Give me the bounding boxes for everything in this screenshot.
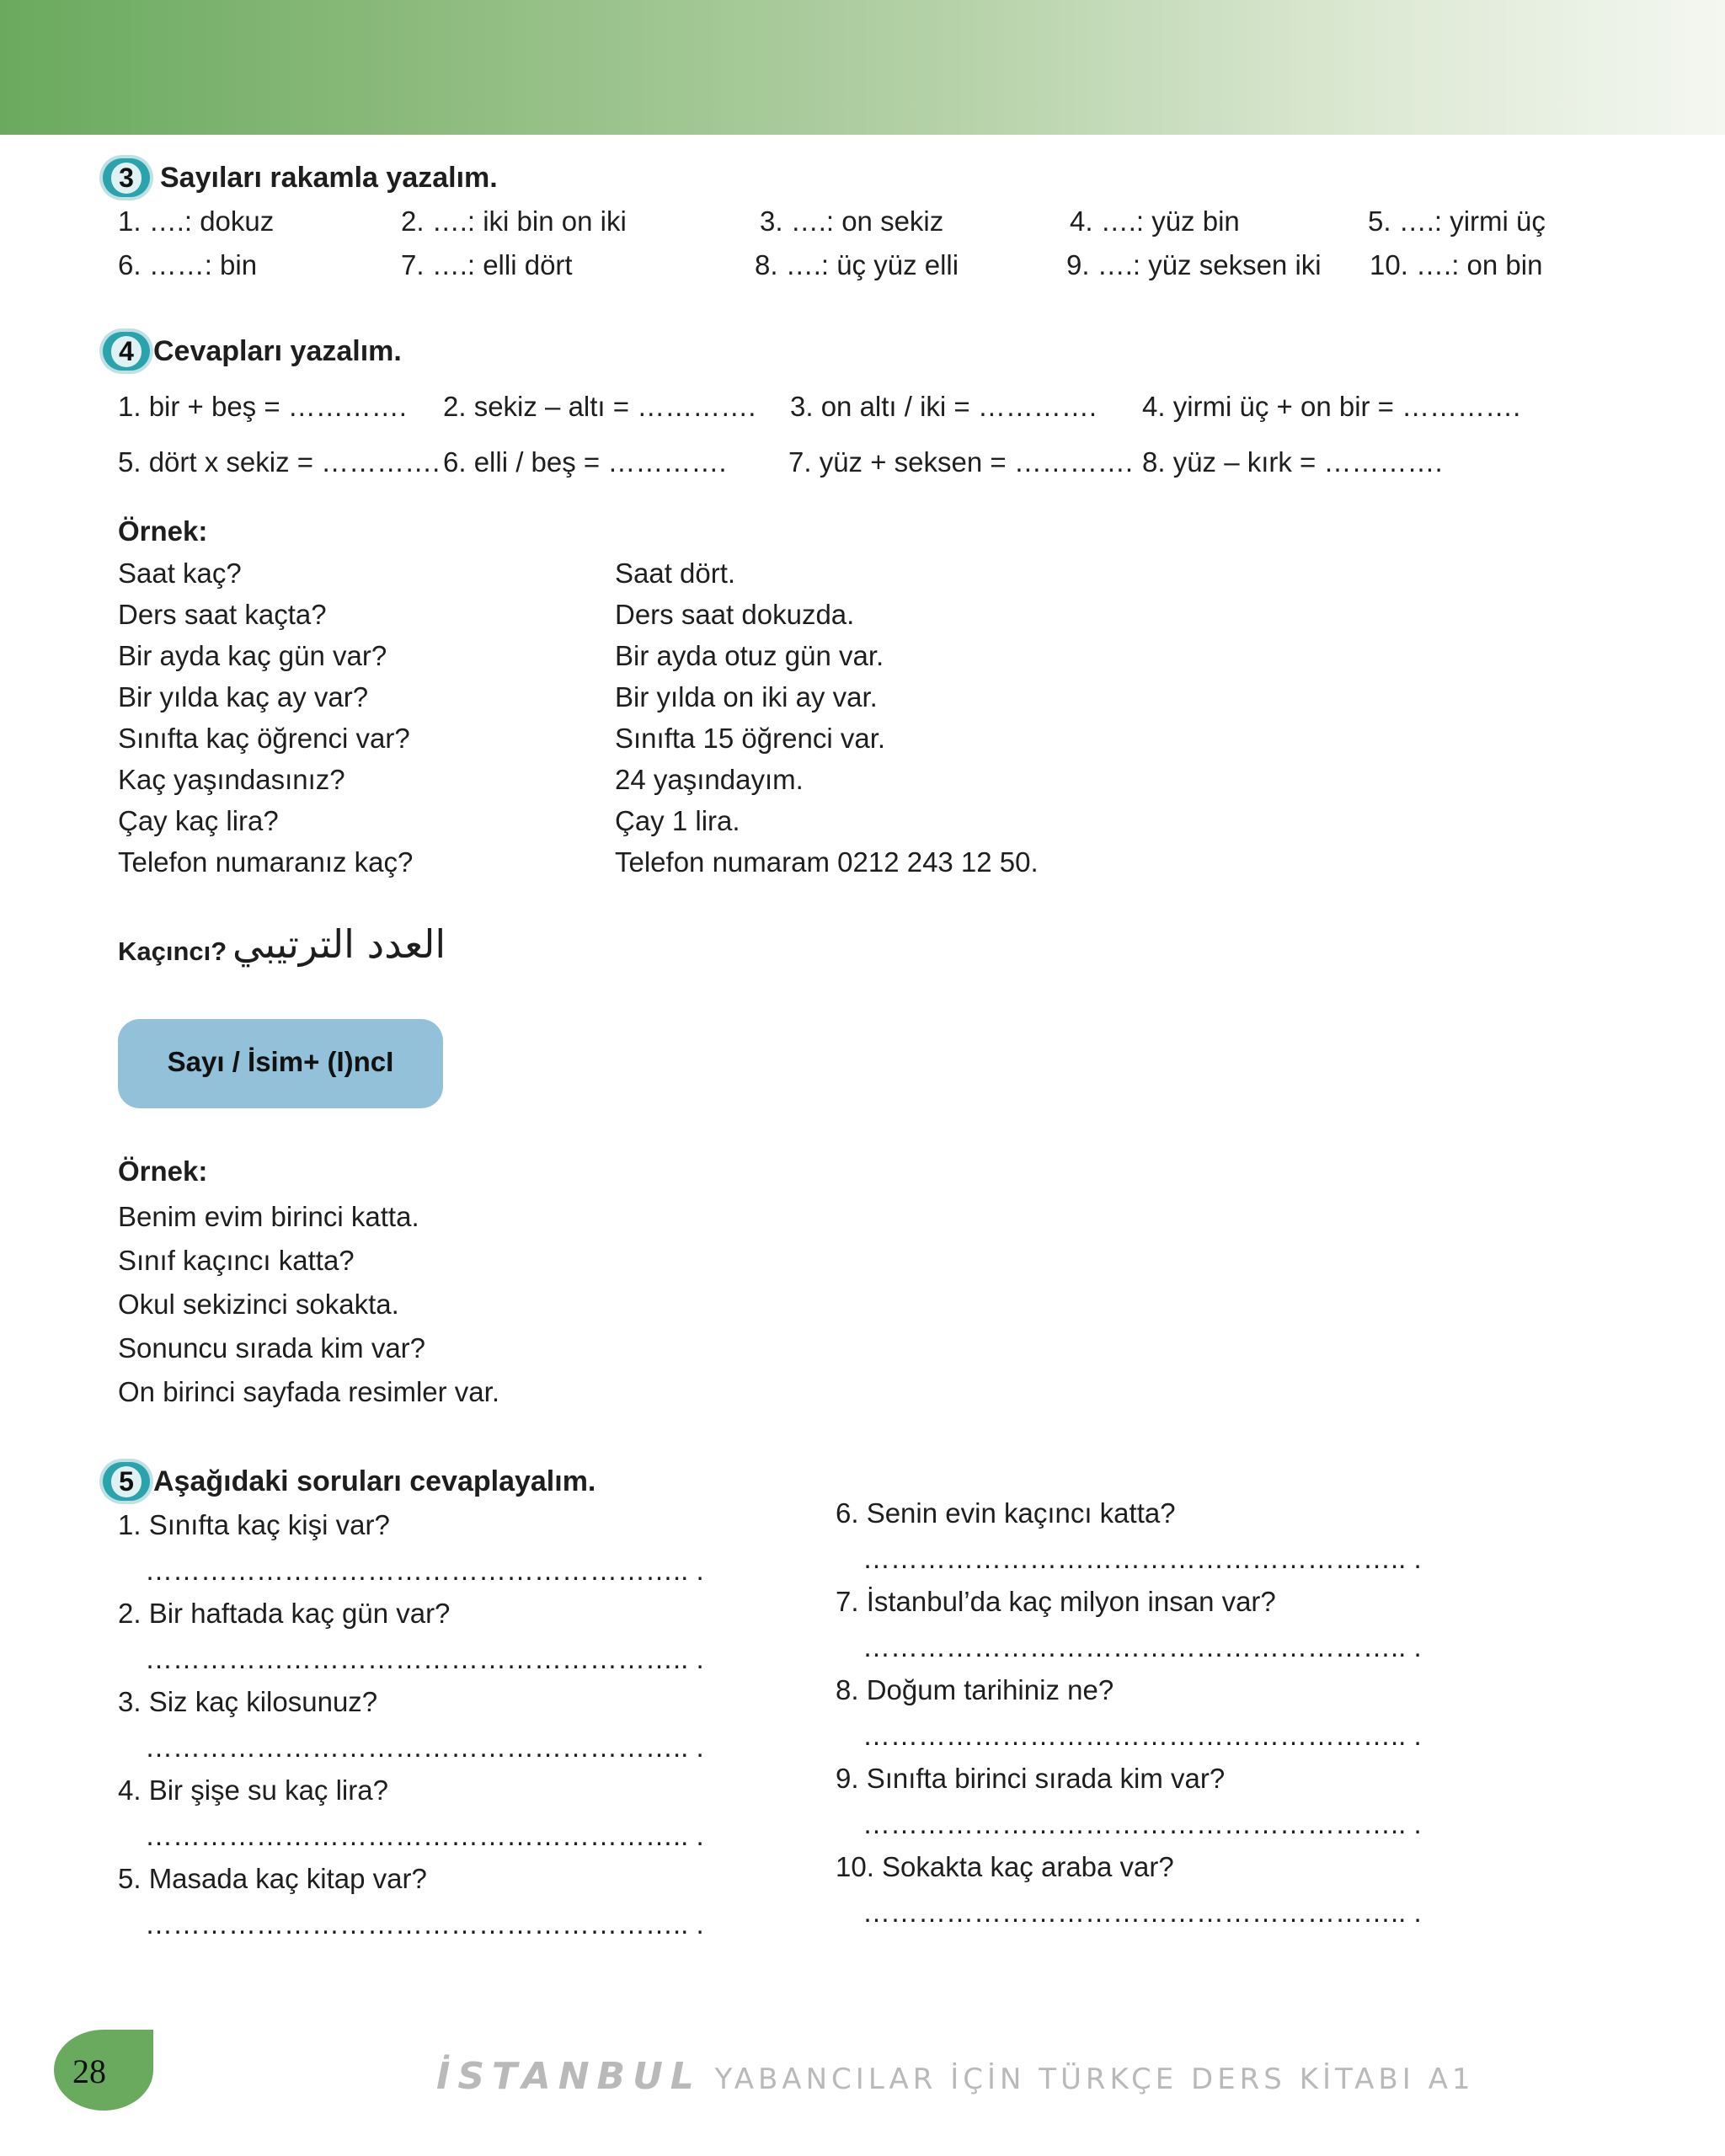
answer-line: ………………………………………………….. . bbox=[862, 1543, 1422, 1574]
ex4-item: 5. dört x sekiz = …………. bbox=[118, 446, 441, 478]
example-answer: Bir ayda otuz gün var. bbox=[615, 640, 884, 671]
example-2-label: Örnek: bbox=[118, 1155, 208, 1187]
ordinal-rule-box bbox=[118, 1019, 443, 1108]
answer-line: ………………………………………………….. . bbox=[862, 1897, 1422, 1928]
ex4-item: 3. on altı / iki = …………. bbox=[790, 391, 1097, 422]
ex5-question: 10. Sokakta kaç araba var? bbox=[836, 1851, 1174, 1882]
ordinal-label: Kaçıncı? bbox=[118, 937, 227, 966]
example-answer: Saat dört. bbox=[615, 558, 736, 589]
example-question: Sınıfta kaç öğrenci var? bbox=[118, 723, 410, 754]
exercise-3-number: 3 bbox=[111, 163, 142, 194]
exercise-5-number: 5 bbox=[111, 1466, 142, 1497]
exercise-4-title: Cevapları yazalım. bbox=[153, 335, 402, 367]
exercise-3-title: Sayıları rakamla yazalım. bbox=[160, 162, 498, 194]
footer-subtitle: YABANCILAR İÇİN TÜRKÇE DERS KİTABI A1 bbox=[714, 2063, 1475, 2096]
ex5-question: 2. Bir haftada kaç gün var? bbox=[118, 1598, 451, 1629]
example-question: Bir ayda kaç gün var? bbox=[118, 640, 387, 671]
answer-line: ………………………………………………….. . bbox=[145, 1820, 704, 1851]
ex5-question: 8. Doğum tarihiniz ne? bbox=[836, 1674, 1114, 1705]
example-sentence: Benim evim birinci katta. bbox=[118, 1201, 419, 1232]
ex4-item: 8. yüz – kırk = …………. bbox=[1142, 446, 1443, 478]
footer-brand: İSTANBUL bbox=[436, 2055, 702, 2098]
exercise-4-number: 4 bbox=[111, 336, 142, 367]
page-number: 28 bbox=[72, 2052, 106, 2090]
ex3-item: 4. ….: yüz bin bbox=[1070, 205, 1240, 237]
ex5-question: 6. Senin evin kaçıncı katta? bbox=[836, 1497, 1176, 1529]
ex4-item: 4. yirmi üç + on bir = …………. bbox=[1142, 391, 1521, 422]
answer-line: ………………………………………………….. . bbox=[862, 1720, 1422, 1751]
example-answer: Çay 1 lira. bbox=[615, 805, 740, 836]
example-sentence: Sonuncu sırada kim var? bbox=[118, 1332, 426, 1364]
example-question: Kaç yaşındasınız? bbox=[118, 764, 345, 795]
example-answer: Ders saat dokuzda. bbox=[615, 599, 855, 630]
ex5-question: 7. İstanbul’da kaç milyon insan var? bbox=[836, 1586, 1276, 1617]
example-question: Saat kaç? bbox=[118, 558, 242, 589]
example-sentence: Sınıf kaçıncı katta? bbox=[118, 1245, 355, 1276]
ex4-item: 2. sekiz – altı = …………. bbox=[443, 391, 756, 422]
ex4-item: 7. yüz + seksen = …………. bbox=[788, 446, 1133, 478]
ex5-question: 5. Masada kaç kitap var? bbox=[118, 1863, 427, 1894]
example-answer: Sınıfta 15 öğrenci var. bbox=[615, 723, 886, 754]
ordinal-arabic: العدد الترتيبي bbox=[232, 921, 446, 967]
example-sentence: On birinci sayfada resimler var. bbox=[118, 1376, 499, 1407]
ex3-item: 8. ….: üç yüz elli bbox=[755, 249, 959, 280]
ex3-item: 10. ….: on bin bbox=[1370, 249, 1543, 280]
example-question: Çay kaç lira? bbox=[118, 805, 279, 836]
ex5-question: 1. Sınıfta kaç kişi var? bbox=[118, 1509, 390, 1540]
answer-line: ………………………………………………….. . bbox=[862, 1808, 1422, 1839]
ex4-item: 1. bir + beş = …………. bbox=[118, 391, 407, 422]
example-answer: Telefon numaram 0212 243 12 50. bbox=[615, 846, 1039, 878]
ex3-item: 9. ….: yüz seksen iki bbox=[1066, 249, 1322, 280]
page-number-badge bbox=[54, 2030, 153, 2111]
example-1-label: Örnek: bbox=[118, 515, 208, 547]
example-question: Ders saat kaçta? bbox=[118, 599, 327, 630]
answer-line: ………………………………………………….. . bbox=[862, 1631, 1422, 1662]
example-answer: 24 yaşındayım. bbox=[615, 764, 804, 795]
ex3-item: 2. ….: iki bin on iki bbox=[401, 205, 627, 237]
ex3-item: 5. ….: yirmi üç bbox=[1368, 205, 1546, 237]
example-question: Bir yılda kaç ay var? bbox=[118, 681, 369, 712]
ex4-item: 6. elli / beş = …………. bbox=[443, 446, 727, 478]
ex5-question: 9. Sınıfta birinci sırada kim var? bbox=[836, 1763, 1226, 1794]
book-footer bbox=[436, 2055, 1474, 2098]
ex5-question: 3. Siz kaç kilosunuz? bbox=[118, 1686, 378, 1717]
answer-line: ………………………………………………….. . bbox=[145, 1908, 704, 1940]
exercise-3-badge bbox=[103, 158, 150, 197]
ex3-item: 7. ….: elli dört bbox=[401, 249, 573, 280]
answer-line: ………………………………………………….. . bbox=[145, 1732, 704, 1763]
header-band bbox=[0, 0, 1725, 135]
exercise-5-title: Aşağıdaki soruları cevaplayalım. bbox=[153, 1465, 596, 1497]
answer-line: ………………………………………………….. . bbox=[145, 1555, 704, 1586]
ex3-item: 1. ….: dokuz bbox=[118, 205, 275, 237]
example-question: Telefon numaranız kaç? bbox=[118, 846, 414, 878]
ordinal-rule: Sayı / İsim+ (I)ncI bbox=[167, 1046, 394, 1077]
exercise-4-badge bbox=[103, 332, 150, 371]
answer-line: ………………………………………………….. . bbox=[145, 1643, 704, 1674]
ex5-question: 4. Bir şişe su kaç lira? bbox=[118, 1774, 388, 1806]
ex3-item: 3. ….: on sekiz bbox=[760, 205, 944, 237]
example-answer: Bir yılda on iki ay var. bbox=[615, 681, 878, 712]
exercise-5-badge bbox=[103, 1462, 150, 1501]
ex3-item: 6. ……: bin bbox=[118, 249, 258, 280]
example-sentence: Okul sekizinci sokakta. bbox=[118, 1289, 399, 1320]
